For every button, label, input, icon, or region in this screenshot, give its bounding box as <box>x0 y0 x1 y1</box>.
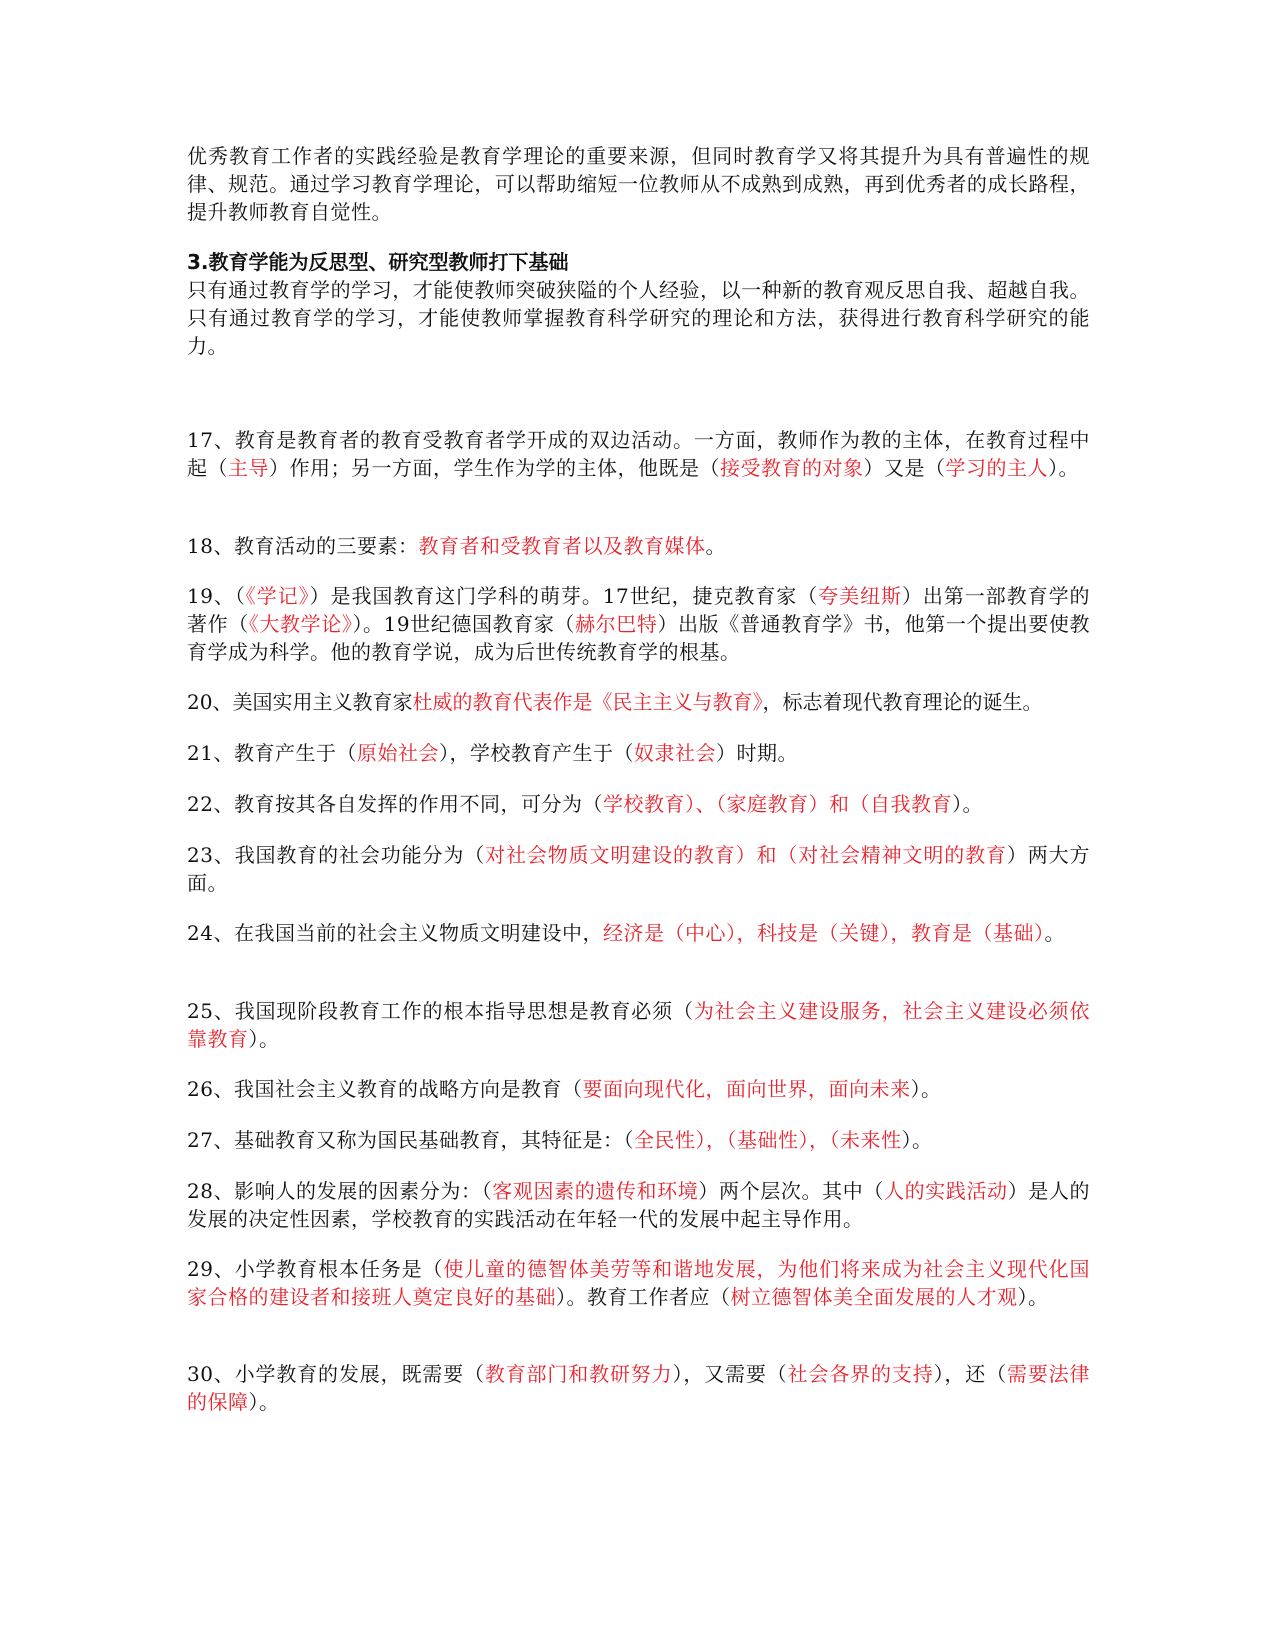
answer: 全民性），（基础性），（未来性 <box>633 1128 902 1152</box>
item-23: 23、我国教育的社会功能分为（对社会物质文明建设的教育）和（对社会精神文明的教育）两大方面。 <box>187 843 1091 895</box>
item-18: 18、教育活动的三要素：教育者和受教育者以及教育媒体。 <box>187 534 726 558</box>
answer: 经济是（中心），科技是（关键），教育是（基础） <box>602 921 1045 945</box>
section-heading-3: 3.教育学能为反思型、研究型教师打下基础 <box>187 250 569 274</box>
answer: 对社会物质文明建设的教育）和（对社会精神文明的教育 <box>485 843 1007 867</box>
answer: 接受教育的对象 <box>720 456 864 480</box>
answer: 学习的主人 <box>945 456 1048 480</box>
item-17: 17、教育是教育者的教育受教育者学开成的双边活动。一方面，教师作为教的主体，在教育过程中起（主导）作用；另一方面，学生作为学的主体，他既是（接受教育的对象）又是（学习的主人）。 <box>187 428 1090 480</box>
answer: 为社会主义建设服务，社会主义建设必须依靠教育 <box>187 999 1091 1051</box>
item-28: 28、影响人的发展的因素分为：（客观因素的遗传和环境）两个层次。其中（人的实践活动）是人的发展的决定性因素，学校教育的实践活动在年轻一代的发展中起主导作用。 <box>187 1179 1091 1231</box>
answer: 杜威的教育代表作是《民主主义与教育》 <box>412 690 763 714</box>
item-20: 20、美国实用主义教育家杜威的教育代表作是《民主主义与教育》，标志着现代教育理论的诞生。 <box>187 690 1043 714</box>
item-26: 26、我国社会主义教育的战略方向是教育（要面向现代化，面向世界，面向未来）。 <box>187 1077 942 1101</box>
answer: 主导 <box>228 456 269 480</box>
answer: 学校教育）、（家庭教育）和（自我教育 <box>602 792 952 816</box>
answer: 《学记》 <box>245 584 310 608</box>
answer: 原始社会 <box>356 741 439 765</box>
intro-paragraph-2: 只有通过教育学的学习，才能使教师突破狭隘的个人经验，以一种新的教育观反思自我、超越自我。只有通过教育学的学习，才能使教师掌握教育科学研究的理论和方法，获得进行教育科学研究的能力。 <box>187 278 1090 358</box>
item-19: 19、（《学记》）是我国教育这门学科的萌芽。17世纪，捷克教育家（夸美纽斯）出第一部教育学的著作（《大教学论》）。19世纪德国教育家（赫尔巴特）出版《普通教育学》书，他第一个提出要使教育学成为科学。他的教育学说，成为后世传统教育学的根基。 <box>187 584 1091 664</box>
answer: 客观因素的遗传和环境 <box>492 1179 699 1203</box>
item-24: 24、在我国当前的社会主义物质文明建设中，经济是（中心），科技是（关键），教育是（基础）。 <box>187 921 1065 945</box>
item-30: 30、小学教育的发展，既需要（教育部门和教研努力），又需要（社会各界的支持），还（需要法律的保障）。 <box>187 1362 1091 1414</box>
answer: 教育部门和教研努力 <box>484 1362 673 1386</box>
item-21: 21、教育产生于（原始社会），学校教育产生于（奴隶社会）时期。 <box>187 741 798 765</box>
answer: 社会各界的支持 <box>787 1362 934 1386</box>
answer: 树立德智体美全面发展的人才观 <box>730 1285 1018 1309</box>
answer: 要面向现代化，面向世界，面向未来 <box>582 1077 911 1101</box>
answer: 人的实践活动 <box>883 1179 1008 1203</box>
answer: 夸美纽斯 <box>818 584 902 608</box>
item-29: 29、小学教育根本任务是（使儿童的德智体美劳等和谐地发展，为他们将来成为社会主义现代化国家合格的建设者和接班人奠定良好的基础）。教育工作者应（树立德智体美全面发展的人才观）。 <box>187 1257 1091 1309</box>
item-25: 25、我国现阶段教育工作的根本指导思想是教育必须（为社会主义建设服务，社会主义建设必须依靠教育）。 <box>187 999 1091 1051</box>
answer: 需要法律的保障 <box>187 1362 1091 1414</box>
answer: 奴隶社会 <box>633 741 716 765</box>
answer: 使儿童的德智体美劳等和谐地发展，为他们将来成为社会主义现代化国家合格的建设者和接班人奠定良好的基础 <box>187 1257 1091 1309</box>
answer: 赫尔巴特 <box>575 612 658 636</box>
answer: 《大教学论》 <box>248 612 353 636</box>
answer: 教育者和受教育者以及教育媒体 <box>418 534 706 558</box>
intro-paragraph-1: 优秀教育工作者的实践经验是教育学理论的重要来源，但同时教育学又将其提升为具有普遍性的规律、规范。通过学习教育学理论，可以帮助缩短一位教师从不成熟到成熟，再到优秀者的成长路程，提升教师教育自觉性。 <box>187 144 1090 224</box>
item-27: 27、基础教育又称为国民基础教育，其特征是：（全民性），（基础性），（未来性）。 <box>187 1128 933 1152</box>
item-22: 22、教育按其各自发挥的作用不同，可分为（学校教育）、（家庭教育）和（自我教育）。 <box>187 792 983 816</box>
